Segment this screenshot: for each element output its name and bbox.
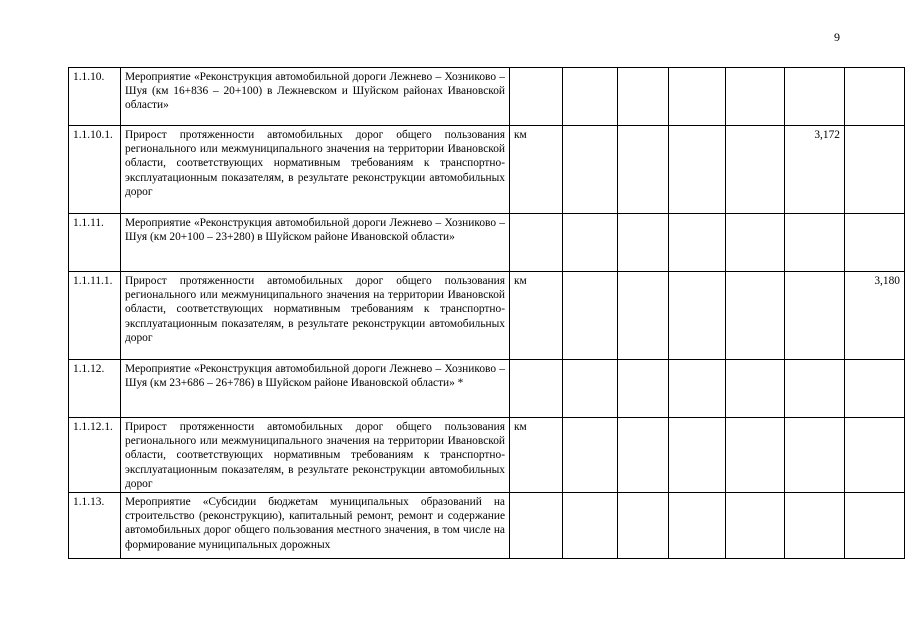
value-cell (563, 68, 618, 126)
value-cell (669, 272, 726, 360)
page-number: 9 (834, 30, 840, 44)
value-cell (845, 126, 905, 214)
indicators-table (68, 67, 905, 559)
unit-cell: км (510, 126, 563, 214)
table-row (69, 493, 905, 559)
row-number: 1.1.10.1. (69, 126, 121, 214)
value-cell (785, 418, 845, 493)
table-row (69, 360, 905, 418)
value-cell: 3,172 (785, 126, 845, 214)
row-number: 1.1.11.1. (69, 272, 121, 360)
value-cell (563, 493, 618, 559)
value-cell (726, 418, 785, 493)
value-cell (563, 214, 618, 272)
row-description: Мероприятие «Реконструкция автомобильной дороги Лежнево – Хозниково – Шуя (км 16+836 – 20+100) в Лежневском и Шуйском районах Ивановской области» (121, 68, 510, 126)
value-cell (618, 126, 669, 214)
value-cell (669, 493, 726, 559)
value-cell (618, 214, 669, 272)
value-cell (669, 360, 726, 418)
value-cell (563, 126, 618, 214)
value-cell (618, 272, 669, 360)
row-description: Мероприятие «Реконструкция автомобильной дороги Лежнево – Хозниково – Шуя (км 20+100 – 23+280) в Шуйском районе Ивановской области» (121, 214, 510, 272)
table-row (69, 68, 905, 126)
value-cell (726, 68, 785, 126)
value-cell (618, 68, 669, 126)
unit-cell (510, 214, 563, 272)
value-cell (785, 493, 845, 559)
value-cell (669, 68, 726, 126)
row-description: Прирост протяженности автомобильных дорог общего пользования регионального или межмуниципального значения на территории Ивановской области, соответствующих нормативным требованиям к транспортно-эксплуатационным показателям, в результате реконструкции автомобильных дорог (121, 272, 510, 360)
row-description: Мероприятие «Субсидии бюджетам муниципальных образований на строительство (реконструкцию), капитальный ремонт, ремонт и содержание автомобильных дорог общего пользования местного значения, в том числе на формирование муниципальных дорожных (121, 493, 510, 559)
value-cell (618, 493, 669, 559)
value-cell (726, 126, 785, 214)
value-cell (726, 360, 785, 418)
row-number: 1.1.12. (69, 360, 121, 418)
row-number: 1.1.11. (69, 214, 121, 272)
value-cell (785, 68, 845, 126)
value-cell: 3,180 (845, 272, 905, 360)
table-row (69, 214, 905, 272)
value-cell (563, 360, 618, 418)
value-cell (563, 418, 618, 493)
row-number: 1.1.10. (69, 68, 121, 126)
row-number: 1.1.13. (69, 493, 121, 559)
value-cell (785, 272, 845, 360)
unit-cell: км (510, 272, 563, 360)
unit-cell (510, 493, 563, 559)
value-cell (845, 493, 905, 559)
unit-cell: км (510, 418, 563, 493)
row-description: Прирост протяженности автомобильных дорог общего пользования регионального или межмуниципального значения на территории Ивановской области, соответствующих нормативным требованиям к транспортно-эксплуатационным показателям, в результате реконструкции автомобильных дорог (121, 418, 510, 493)
value-cell (845, 214, 905, 272)
unit-cell (510, 360, 563, 418)
value-cell (845, 418, 905, 493)
value-cell (563, 272, 618, 360)
row-number: 1.1.12.1. (69, 418, 121, 493)
value-cell (785, 214, 845, 272)
table-row (69, 272, 905, 360)
value-cell (669, 418, 726, 493)
value-cell (669, 126, 726, 214)
row-description: Мероприятие «Реконструкция автомобильной дороги Лежнево – Хозниково – Шуя (км 23+686 – 26+786) в Шуйском районе Ивановской области» * (121, 360, 510, 418)
value-cell (726, 493, 785, 559)
value-cell (726, 272, 785, 360)
value-cell (618, 360, 669, 418)
value-cell (669, 214, 726, 272)
table-row (69, 418, 905, 493)
value-cell (845, 68, 905, 126)
value-cell (785, 360, 845, 418)
value-cell (726, 214, 785, 272)
row-description: Прирост протяженности автомобильных дорог общего пользования регионального или межмуниципального значения на территории Ивановской области, соответствующих нормативным требованиям к транспортно-эксплуатационным показателям, в результате реконструкции автомобильных дорог (121, 126, 510, 214)
value-cell (845, 360, 905, 418)
value-cell (618, 418, 669, 493)
unit-cell (510, 68, 563, 126)
table-row (69, 126, 905, 214)
